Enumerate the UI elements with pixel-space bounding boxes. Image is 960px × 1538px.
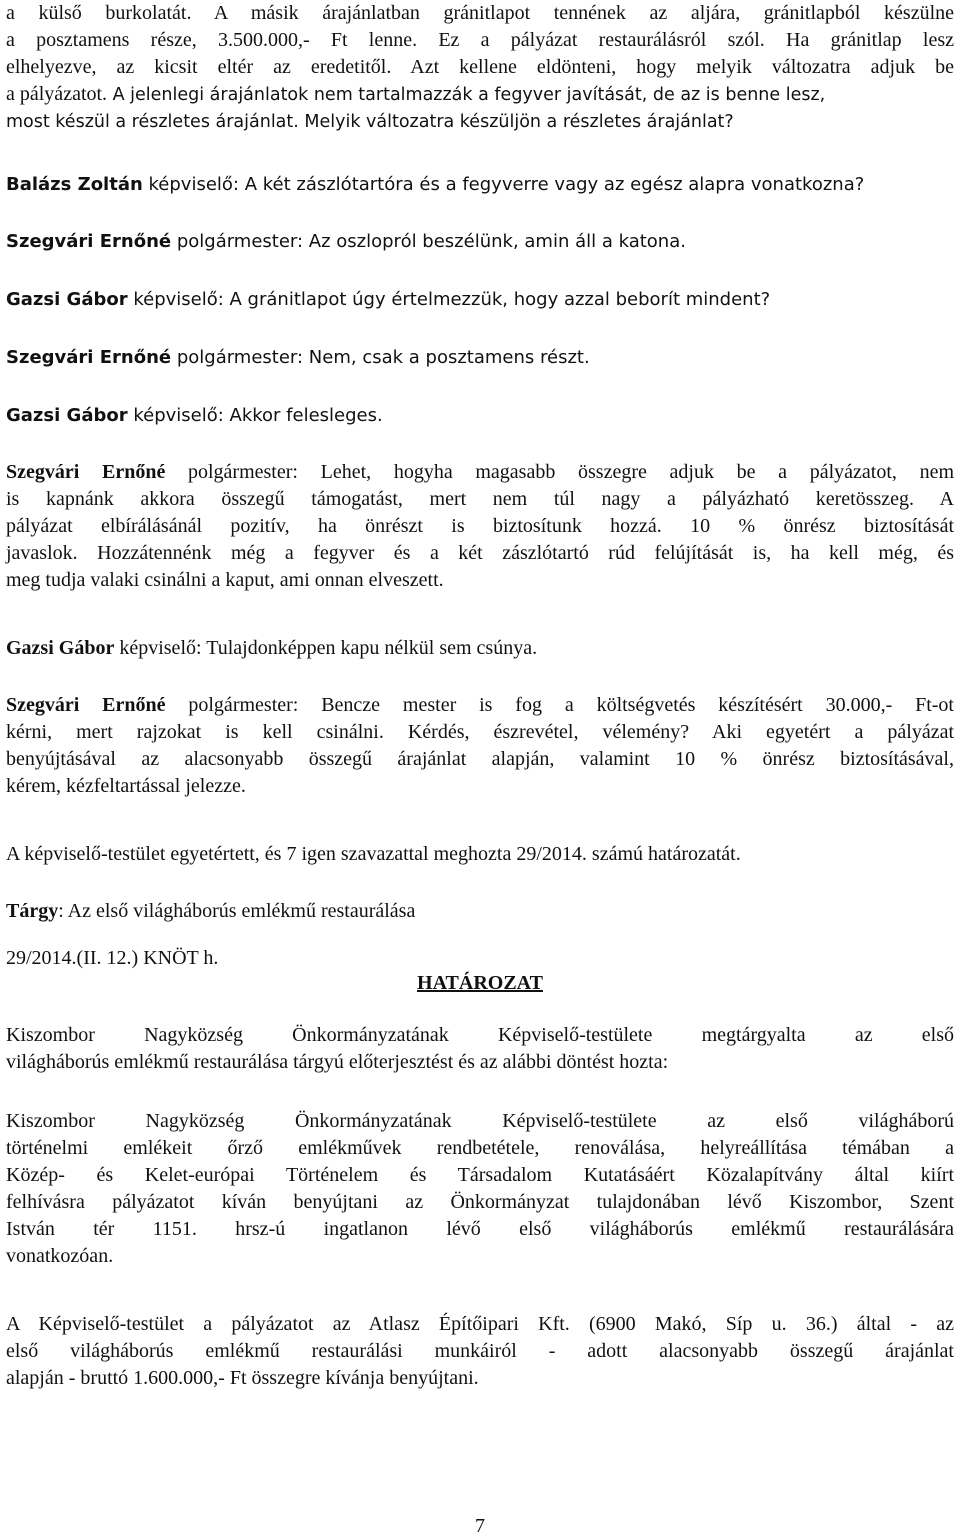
text-line: A Képviselő-testület a pályázatot az Atlasz Építőipari Kft. (6900 Makó, Síp u. 36.) által - az bbox=[6, 1313, 954, 1335]
exchange-mayor-2 bbox=[6, 344, 954, 371]
text-line: is kapnánk akkora összegű támogatást, mert nem túl nagy a pályázható keretösszeg. A bbox=[6, 488, 954, 510]
text-line: felhívásra pályázatot kíván benyújtani az Önkormányzat tulajdonában lévő Kiszombor, Szent bbox=[6, 1191, 954, 1213]
exchange-balazs bbox=[6, 171, 954, 198]
speaker-name: Balázs Zoltán bbox=[6, 174, 143, 195]
text-line: a posztamens része, 3.500.000,- Ft lenne. Ez a pályázat restaurálásról szól. Ha gránitlap lesz bbox=[6, 29, 954, 51]
subject-line bbox=[6, 898, 954, 925]
mayor-vote-paragraph bbox=[6, 692, 954, 800]
speaker-name: Gazsi Gábor bbox=[6, 637, 115, 659]
decision-paragraph-2 bbox=[6, 1108, 954, 1270]
speech-text: képviselő: Akkor felesleges. bbox=[127, 405, 383, 426]
text-line bbox=[6, 459, 954, 486]
text-line: első világháborús emlékmű restaurálási munkáiról - adott alacsonyabb összegű árajánlat bbox=[6, 1340, 954, 1362]
text-line bbox=[6, 692, 954, 719]
vote-result: A képviselő-testület egyetértett, és 7 igen szavazattal meghozta 29/2014. számú határozatát. bbox=[6, 843, 741, 865]
speech-text: képviselő: A gránitlapot úgy értelmezzük, hogy azzal beborít mindent? bbox=[127, 289, 771, 310]
subject-text: : Az első világháborús emlékmű restaurálása bbox=[58, 900, 416, 922]
text-line: a külső burkolatát. A másik árajánlatban gránitlapot tennének az aljára, gránitlapból készülne bbox=[6, 2, 954, 24]
resolution-reference: 29/2014.(II. 12.) KNÖT h. bbox=[6, 947, 219, 969]
text-line: javaslok. Hozzátennénk még a fegyver és a két zászlótartó rúd felújítását is, ha kell még, és bbox=[6, 542, 954, 564]
speaker-name: Szegvári Ernőné bbox=[6, 231, 172, 252]
text-line: alapján - bruttó 1.600.000,- Ft összegre kívánja benyújtani. bbox=[6, 1367, 479, 1389]
text-line: kérni, mert rajzokat is kell csinálni. Kérdés, észrevétel, vélemény? Aki egyetért a pályázat bbox=[6, 721, 954, 743]
subject-label: Tárgy bbox=[6, 900, 59, 922]
resolution-heading: HATÁROZAT bbox=[417, 972, 543, 994]
text-line bbox=[6, 81, 954, 109]
continuation-paragraph bbox=[6, 0, 954, 136]
text-line: kérem, kézfeltartással jelezze. bbox=[6, 775, 246, 797]
text-line: vonatkozóan. bbox=[6, 1245, 114, 1267]
text-line: elhelyezve, az kicsit eltér az eredetitől. Azt kellene eldönteni, hogy melyik változatra adjuk be bbox=[6, 56, 954, 78]
mayor-long-paragraph bbox=[6, 459, 954, 594]
text-line: Kiszombor Nagyközség Önkormányzatának Képviselő-testülete az első világháború bbox=[6, 1110, 954, 1132]
speech-text: képviselő: A két zászlótartóra és a fegyverre vagy az egész alapra vonatkozna? bbox=[142, 174, 865, 195]
exchange-gazsi-3 bbox=[6, 635, 954, 662]
text-line: világháborús emlékmű restaurálása tárgyú előterjesztést és az alábbi döntést hozta: bbox=[6, 1051, 669, 1073]
decision-paragraph-3 bbox=[6, 1311, 954, 1392]
exchange-gazsi-2 bbox=[6, 402, 954, 429]
text-line: most készül a részletes árajánlat. Melyik változatra készüljön a részletes árajánlat? bbox=[6, 112, 734, 132]
text-line: Közép- és Kelet-európai Történelem és Társadalom Kutatásáért Közalapítvány által kiírt bbox=[6, 1164, 954, 1186]
exchange-mayor-1 bbox=[6, 228, 954, 255]
speaker-name: Gazsi Gábor bbox=[6, 405, 128, 426]
text-line: meg tudja valaki csinálni a kaput, ami onnan elveszett. bbox=[6, 569, 444, 591]
page-number: 7 bbox=[475, 1515, 485, 1537]
speech-text: polgármester: Az oszlopról beszélünk, amin áll a katona. bbox=[171, 231, 686, 252]
text-line: történelmi emlékeit őrző emlékművek rendbetétele, renoválása, helyreállítása témában a bbox=[6, 1137, 954, 1159]
speech-text: polgármester: Lehet, hogyha magasabb összegre adjuk be a pályázatot, nem bbox=[165, 461, 954, 483]
text-segment: A jelenlegi árajánlatok nem tartalmazzák a fegyver javítását, de az is benne lesz, bbox=[107, 85, 826, 105]
speaker-name: Szegvári Ernőné bbox=[6, 694, 166, 716]
speech-text: polgármester: Bencze mester is fog a költségvetés készítésért 30.000,- Ft-ot bbox=[165, 694, 954, 716]
text-line: István tér 1151. hrsz-ú ingatlanon lévő első világháborús emlékmű restaurálására bbox=[6, 1218, 954, 1240]
exchange-gazsi-1 bbox=[6, 286, 954, 313]
speech-text: polgármester: Nem, csak a posztamens részt. bbox=[171, 347, 590, 368]
text-segment: a pályázatot. bbox=[6, 83, 108, 105]
speaker-name: Szegvári Ernőné bbox=[6, 347, 172, 368]
speech-text: képviselő: Tulajdonképpen kapu nélkül sem csúnya. bbox=[114, 637, 538, 659]
text-line: pályázat elbírálásánál pozitív, ha önrészt is biztosítunk hozzá. 10 % önrész biztosítását bbox=[6, 515, 954, 537]
text-line: Kiszombor Nagyközség Önkormányzatának Képviselő-testülete megtárgyalta az első bbox=[6, 1024, 954, 1046]
speaker-name: Szegvári Ernőné bbox=[6, 461, 166, 483]
text-line: benyújtásával az alacsonyabb összegű árajánlat alapján, valamint 10 % önrész biztosításával, bbox=[6, 748, 954, 770]
speaker-name: Gazsi Gábor bbox=[6, 289, 128, 310]
decision-paragraph-1 bbox=[6, 1022, 954, 1076]
